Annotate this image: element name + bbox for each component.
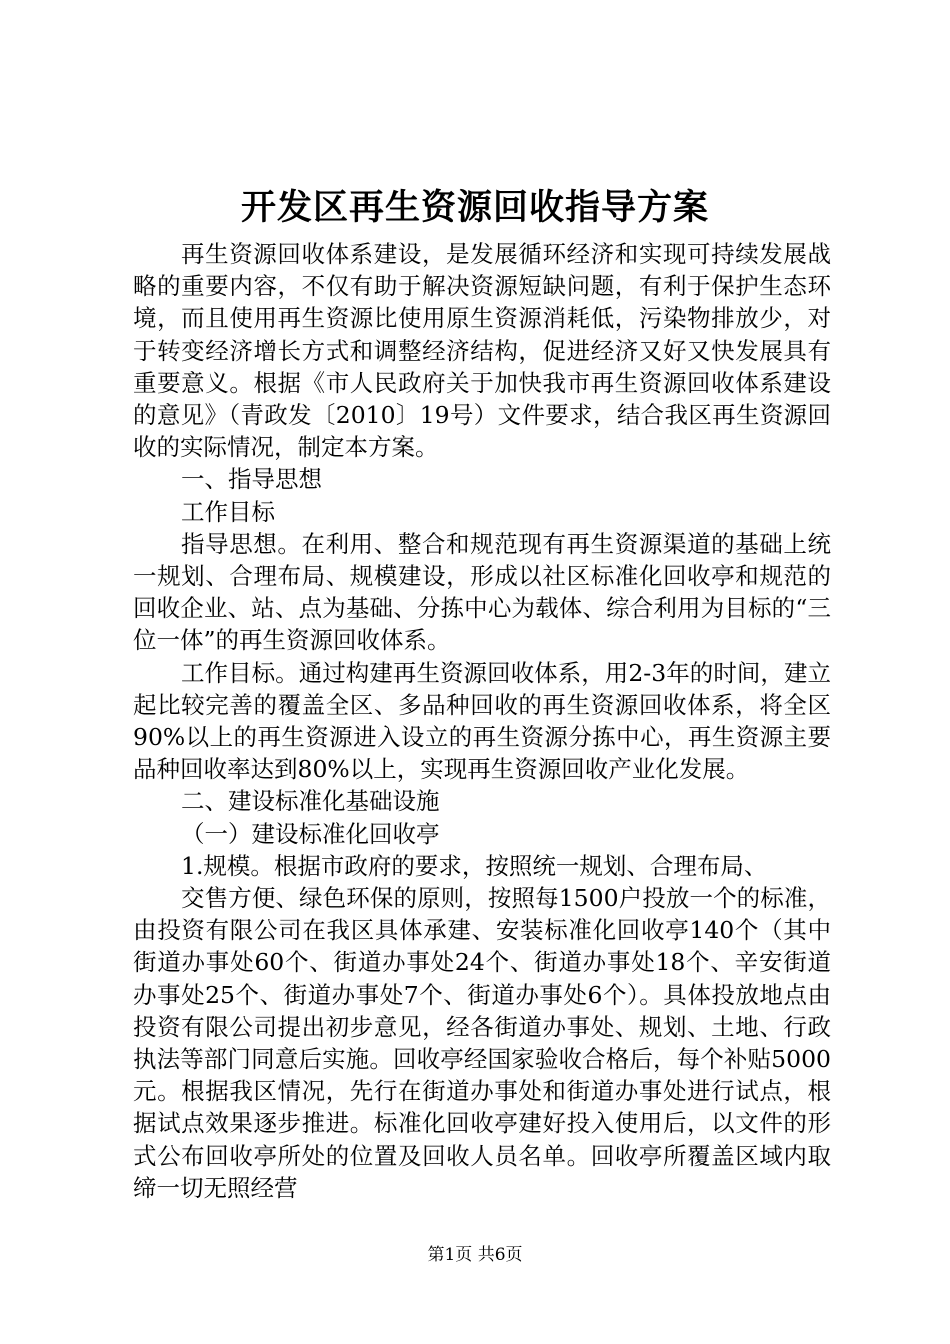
work-goals-paragraph: 工作目标。通过构建再生资源回收体系，用2-3年的时间，建立起比较完善的覆盖全区、多品种回收的再生资源回收体系，将全区90%以上的再生资源进入设立的再生资源分拣中心，再生资源主要品种回收率达到80%以上，实现再生资源回收产业化发展。 <box>133 658 831 784</box>
subsection-heading-recycling-kiosks: （一）建设标准化回收亭 <box>181 819 440 848</box>
page-footer: 第1页 共6页 <box>427 1245 523 1265</box>
guiding-thought-paragraph: 指导思想。在利用、整合和规范现有再生资源渠道的基础上统一规划、合理布局、规模建设，形成以社区标准化回收亭和规范的回收企业、站、点为基础、分拣中心为载体、综合利用为目标的“三位一体”的再生资源回收体系。 <box>133 529 831 655</box>
intro-paragraph: 再生资源回收体系建设，是发展循环经济和实现可持续发展战略的重要内容，不仅有助于解决资源短缺问题，有利于保护生态环境，而且使用再生资源比使用原生资源消耗低，污染物排放少，对于转变经济增长方式和调整经济结构，促进经济又好又快发展具有重要意义。根据《市人民政府关于加快我市再生资源回收体系建设的意见》（青政发〔2010〕19号）文件要求，结合我区再生资源回收的实际情况，制定本方案。 <box>133 240 831 462</box>
document-title: 开发区再生资源回收指导方案 <box>240 187 709 228</box>
scale-item-paragraph: 1.规模。根据市政府的要求，按照统一规划、合理布局、 <box>181 851 768 880</box>
scale-detail-paragraph: 交售方便、绿色环保的原则，按照每1500户投放一个的标准，由投资有限公司在我区具体承建、安装标准化回收亭140个（其中街道办事处60个、街道办事处24个、街道办事处18个、辛安街道办事处25个、街道办事处7个、街道办事处6个）。具体投放地点由投资有限公司提出初步意见，经各街道办事处、规划、土地、行政执法等部门同意后实施。回收亭经国家验收合格后，每个补贴5000元。根据我区情况，先行在街道办事处和街道办事处进行试点，根据试点效果逐步推进。标准化回收亭建好投入使用后，以文件的形式公布回收亭所处的位置及回收人员名单。回收亭所覆盖区域内取缔一切无照经营 <box>133 884 831 1202</box>
section-heading-infrastructure: 二、建设标准化基础设施 <box>181 787 440 816</box>
subheading-work-goals: 工作目标 <box>181 497 275 526</box>
document-body <box>133 238 831 1204</box>
section-heading-guiding-thought: 一、指导思想 <box>181 465 322 494</box>
